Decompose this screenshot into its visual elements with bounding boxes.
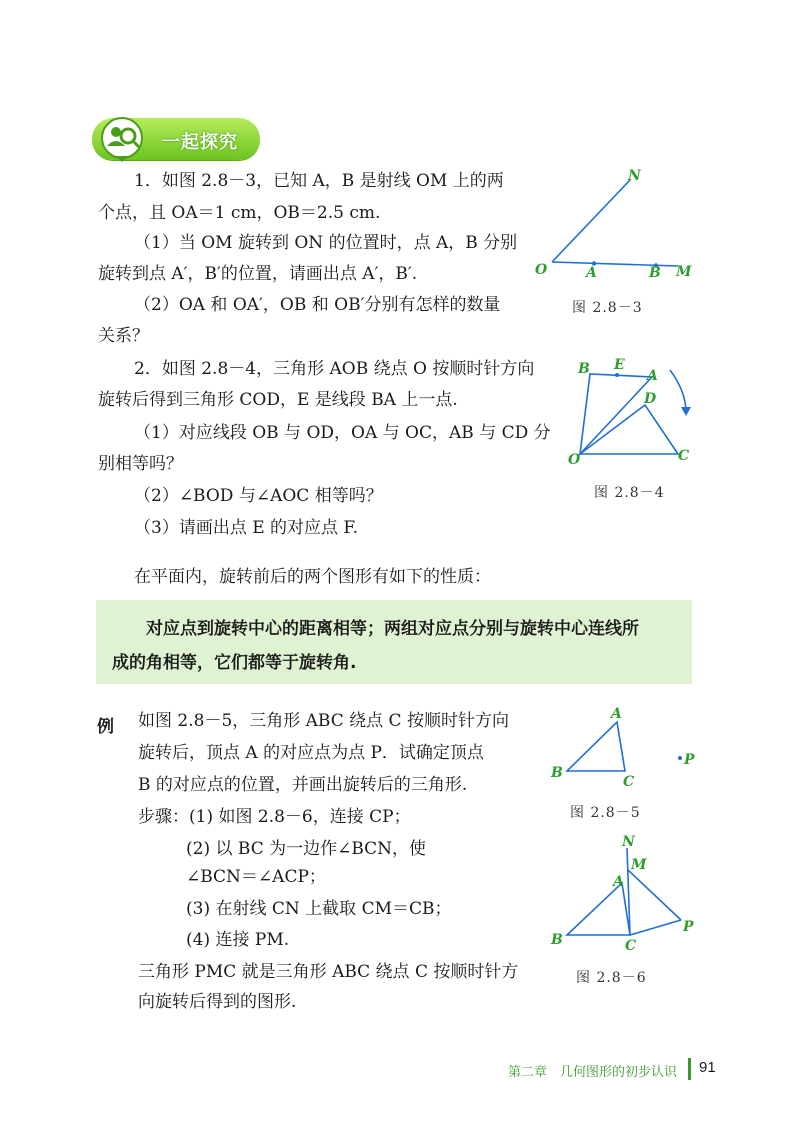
property-line2: 成的角相等，它们都等于旋转角. — [112, 653, 357, 673]
footer-divider — [688, 1058, 691, 1080]
figure-2-8-6 — [545, 830, 705, 960]
label-A: A — [613, 874, 624, 890]
triangle-ABC — [567, 883, 630, 935]
property-intro: 在平面内，旋转前后的两个图形有如下的性质： — [134, 567, 491, 587]
example-label: 例 — [97, 717, 114, 737]
example-line1: 如图 2.8－5，三角形 ABC 绕点 C 按顺时针方向 — [138, 711, 509, 731]
label-N: N — [628, 168, 641, 184]
label-C: C — [678, 448, 690, 464]
label-A: A — [647, 368, 658, 384]
p2-line2: 旋转后得到三角形 COD，E 是线段 BA 上一点. — [98, 390, 458, 410]
rotation-arrow — [670, 370, 686, 410]
p1-line3: （1）当 OM 旋转到 ON 的位置时，点 A，B 分别 — [134, 233, 518, 253]
label-N: N — [622, 834, 635, 850]
step-3: (3) 在射线 CN 上截取 CM＝CB； — [186, 899, 452, 919]
figure-2-8-5 — [545, 700, 705, 795]
p1-line5: （2）OA 和 OA′，OB 和 OB′分别有怎样的数量 — [134, 295, 501, 315]
point-P — [678, 756, 682, 760]
chapter-title: 第二章 几何图形的初步认识 — [508, 1065, 678, 1080]
section-title: 一起探究 — [162, 132, 238, 153]
caption-2-8-4: 图 2.8－4 — [594, 485, 665, 501]
p1-line6: 关系？ — [98, 326, 149, 346]
label-O: O — [535, 262, 548, 278]
conclusion-line1: 三角形 PMC 就是三角形 ABC 绕点 C 按顺时针方 — [138, 962, 519, 982]
step-1: 步骤：(1) 如图 2.8－6，连接 CP； — [138, 807, 411, 827]
p2-line3: （1）对应线段 OB 与 OD，OA 与 OC，AB 与 CD 分 — [134, 423, 551, 443]
label-A: A — [611, 706, 622, 722]
p2-line5: （2）∠BOD 与∠AOC 相等吗？ — [134, 486, 383, 506]
arrow-head-icon — [681, 407, 691, 416]
label-B: B — [551, 765, 563, 781]
step-2: (2) 以 BC 为一边作∠BCN，使 — [186, 839, 427, 859]
explore-icon — [98, 116, 156, 162]
step-4: (4) 连接 PM. — [186, 930, 290, 950]
triangle-AOB — [580, 374, 652, 454]
label-B: B — [551, 932, 563, 948]
p1-line1: 1．如图 2.8－3，已知 A，B 是射线 OM 上的两 — [134, 171, 504, 191]
p2-line1: 2．如图 2.8－4，三角形 AOB 绕点 O 按顺时针方向 — [134, 359, 535, 379]
p2-line6: （3）请画出点 E 的对应点 F. — [134, 518, 358, 538]
conclusion-line2: 向旋转后得到的图形. — [138, 992, 297, 1012]
label-B: B — [578, 361, 590, 377]
example-line3: B 的对应点的位置，并画出旋转后的三角形. — [138, 775, 468, 795]
p2-line4: 别相等吗？ — [98, 454, 183, 474]
caption-2-8-3: 图 2.8－3 — [572, 300, 643, 316]
label-C: C — [625, 938, 637, 954]
caption-2-8-6: 图 2.8－6 — [576, 970, 647, 986]
label-D: D — [644, 391, 657, 407]
p1-line2: 个点，且 OA＝1 cm，OB＝2.5 cm. — [98, 203, 381, 223]
step-2-cont: ∠BCN＝∠ACP； — [186, 867, 326, 887]
triangle-ABC — [567, 722, 625, 771]
label-M: M — [676, 264, 692, 280]
label-M: M — [631, 857, 647, 873]
label-P: P — [684, 752, 695, 768]
page-number: 91 — [699, 1059, 716, 1076]
example-line2: 旋转后，顶点 A 的对应点为点 P．试确定顶点 — [138, 743, 484, 763]
figure-2-8-3 — [530, 160, 710, 290]
property-line1: 对应点到旋转中心的距离相等；两组对应点分别与旋转中心连线所 — [146, 619, 639, 639]
figure-2-8-4 — [560, 350, 710, 470]
label-B: B — [649, 265, 661, 281]
caption-2-8-5: 图 2.8－5 — [570, 805, 641, 821]
label-O: O — [568, 452, 581, 468]
label-A: A — [586, 265, 597, 281]
segment-CP — [630, 920, 681, 935]
segment-PM — [628, 870, 681, 920]
label-C: C — [623, 774, 635, 790]
label-P: P — [683, 919, 694, 935]
triangle-COD — [580, 405, 678, 454]
point-E — [615, 373, 619, 377]
ray-ON — [552, 180, 630, 262]
label-E: E — [614, 357, 625, 373]
p1-line4: 旋转到点 A′，B′的位置，请画出点 A′，B′. — [98, 264, 418, 284]
